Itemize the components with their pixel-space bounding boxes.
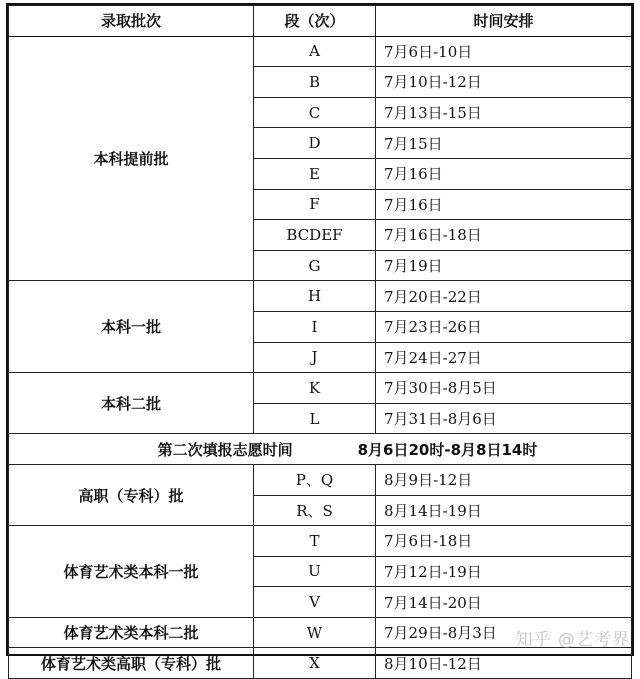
second-fill-row — [9, 434, 632, 465]
time-cell: 7月10日-12日 — [376, 67, 632, 98]
segment-cell: E — [254, 158, 376, 189]
time-cell: 7月19日 — [376, 250, 632, 281]
segment-cell: H — [254, 281, 376, 312]
segment-cell: R、S — [254, 495, 376, 526]
time-cell: 8月14日-19日 — [376, 495, 632, 526]
segment-cell: C — [254, 97, 376, 128]
header-segment: 段（次） — [254, 6, 376, 37]
segment-cell: T — [254, 526, 376, 557]
second-fill-time: 8月6日20时-8月8日14时 — [357, 440, 538, 459]
header-time: 时间安排 — [376, 6, 632, 37]
time-cell: 7月29日-8月3日 — [376, 617, 632, 648]
table-row — [9, 648, 632, 679]
time-cell: 7月31日-8月6日 — [376, 403, 632, 434]
table-row — [9, 464, 632, 495]
time-cell: 7月16日-18日 — [376, 220, 632, 251]
time-cell: 8月10日-12日 — [376, 648, 632, 679]
time-cell: 7月6日-10日 — [376, 36, 632, 67]
segment-cell: F — [254, 189, 376, 220]
time-cell: 7月13日-15日 — [376, 97, 632, 128]
segment-cell: X — [254, 648, 376, 679]
table-row — [9, 36, 632, 67]
batch-cell: 本科一批 — [9, 281, 254, 373]
time-cell: 7月14日-20日 — [376, 587, 632, 618]
batch-cell: 本科二批 — [9, 373, 254, 434]
batch-cell: 体育艺术类本科一批 — [9, 526, 254, 618]
segment-cell: W — [254, 617, 376, 648]
time-cell: 7月16日 — [376, 189, 632, 220]
segment-cell: U — [254, 556, 376, 587]
admission-schedule-table — [8, 5, 632, 679]
batch-cell: 体育艺术类本科二批 — [9, 617, 254, 648]
second-fill-cell — [9, 434, 632, 465]
time-cell: 7月6日-18日 — [376, 526, 632, 557]
table-header-row — [9, 6, 632, 37]
table-row — [9, 373, 632, 404]
time-cell: 8月9日-12日 — [376, 464, 632, 495]
admission-schedule-table-container — [6, 3, 634, 673]
table-row — [9, 281, 632, 312]
segment-cell: L — [254, 403, 376, 434]
batch-cell: 本科提前批 — [9, 36, 254, 281]
time-cell: 7月12日-19日 — [376, 556, 632, 587]
time-cell: 7月30日-8月5日 — [376, 373, 632, 404]
time-cell: 7月15日 — [376, 128, 632, 159]
batch-cell: 高职（专科）批 — [9, 464, 254, 525]
segment-cell: D — [254, 128, 376, 159]
watermark: 知乎 @艺考界 — [515, 630, 630, 650]
time-cell: 7月16日 — [376, 158, 632, 189]
time-cell: 7月20日-22日 — [376, 281, 632, 312]
time-cell: 7月23日-26日 — [376, 311, 632, 342]
table-row — [9, 526, 632, 557]
header-batch: 录取批次 — [9, 6, 254, 37]
segment-cell: A — [254, 36, 376, 67]
segment-cell: I — [254, 311, 376, 342]
segment-cell: P、Q — [254, 464, 376, 495]
time-cell: 7月24日-27日 — [376, 342, 632, 373]
segment-cell: J — [254, 342, 376, 373]
segment-cell: BCDEF — [254, 220, 376, 251]
second-fill-label: 第二次填报志愿时间 — [157, 440, 293, 459]
segment-cell: V — [254, 587, 376, 618]
segment-cell: K — [254, 373, 376, 404]
segment-cell: G — [254, 250, 376, 281]
batch-cell: 体育艺术类高职（专科）批 — [9, 648, 254, 679]
segment-cell: B — [254, 67, 376, 98]
